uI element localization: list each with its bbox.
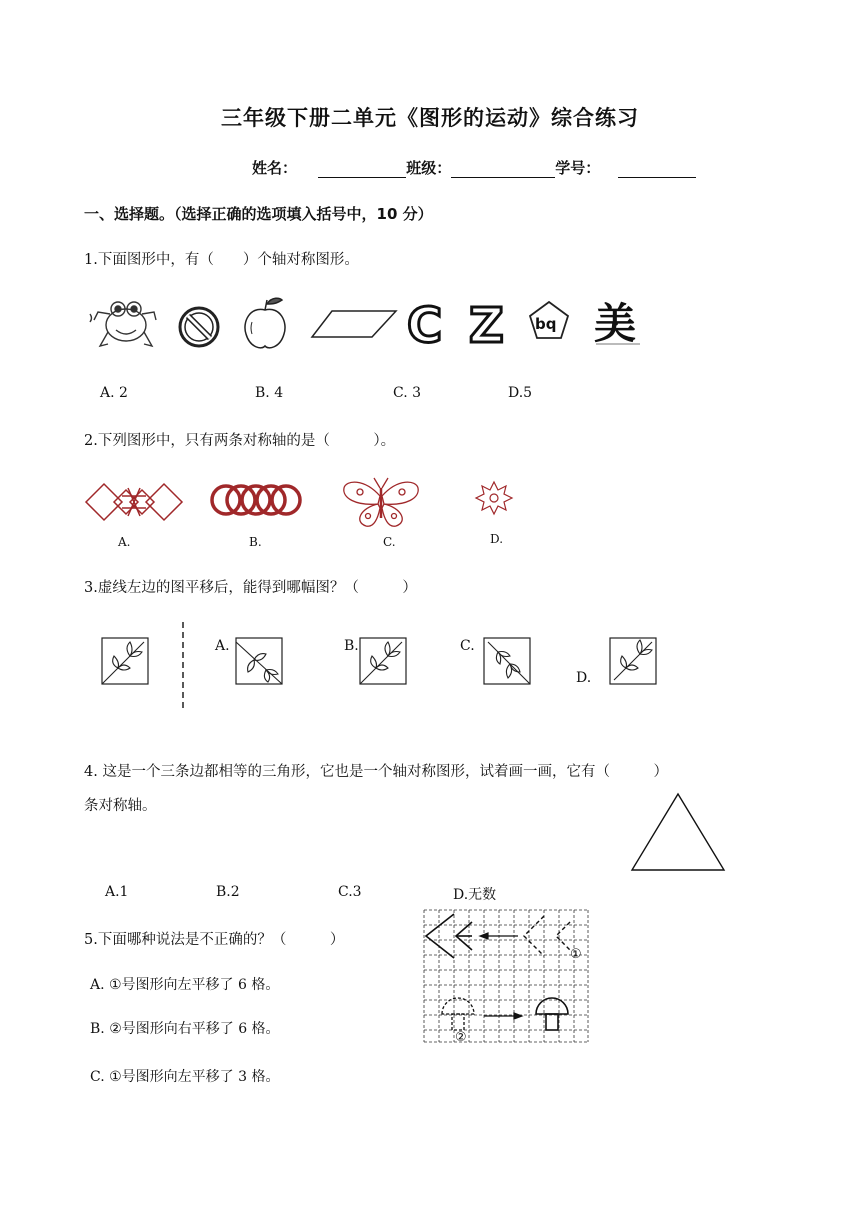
apple-figure: [245, 298, 285, 348]
name-label: 姓名：: [252, 159, 298, 177]
snowflake-figure: [476, 482, 512, 514]
q1-option-c[interactable]: C. 3: [393, 385, 422, 401]
q2-figures: [84, 472, 534, 552]
question-1: 1.下面图形中，有（ ）个轴对称图形。: [84, 252, 359, 268]
q2-label-c: C.: [383, 535, 396, 549]
q2-label-b: B.: [249, 535, 262, 549]
right-arrow: [484, 1013, 522, 1019]
left-arrow: [480, 933, 518, 939]
q3-figure-row: [84, 618, 684, 713]
q4-option-d[interactable]: D.无数: [453, 887, 497, 903]
q2-figure-row: [84, 472, 534, 552]
option-b-box: [360, 638, 406, 684]
pentagon-text: bq: [535, 315, 557, 333]
prohibition-figure: [180, 308, 218, 346]
id-label: 学号：: [555, 159, 601, 177]
q3-label-d: D.: [576, 670, 592, 686]
knot-figure: [86, 484, 182, 520]
question-4-line2: 条对称轴。: [84, 798, 157, 814]
class-blank[interactable]: [451, 161, 555, 178]
letter-c-figure: C: [407, 298, 443, 354]
arrowhead-shape-dashed: [524, 916, 570, 956]
mushroom-shape-solid: [536, 998, 568, 1030]
question-2: 2.下列图形中，只有两条对称轴的是（ ）。: [84, 433, 396, 449]
q3-figures: [84, 618, 684, 713]
q1-figure-row: [84, 292, 664, 357]
frog-figure: [90, 302, 156, 346]
q1-option-b[interactable]: B. 4: [255, 385, 284, 401]
original-leaf-box: [102, 638, 148, 684]
q5-option-c[interactable]: C. ①号图形向左平移了 3 格。: [90, 1069, 280, 1085]
mark-2: ②: [455, 1030, 467, 1045]
parallelogram-figure: [312, 311, 396, 337]
letter-z-figure: Z: [469, 298, 504, 354]
page-title: 三年级下册二单元《图形的运动》综合练习: [221, 106, 639, 130]
section-heading: 一、选择题。（选择正确的选项填入括号中，10 分）: [84, 205, 433, 223]
student-info: [252, 157, 696, 178]
q1-option-d[interactable]: D.5: [508, 385, 533, 401]
question-5: 5.下面哪种说法是不正确的？（ ）: [84, 932, 345, 948]
q3-label-a: A.: [215, 638, 230, 654]
q5-option-a[interactable]: A. ①号图形向左平移了 6 格。: [90, 977, 280, 993]
option-d-box: [610, 638, 656, 684]
q4-option-b[interactable]: B.2: [216, 884, 240, 900]
class-label: 班级：: [406, 159, 452, 177]
q4-option-a[interactable]: A.1: [105, 884, 129, 900]
q3-label-c: C.: [460, 638, 475, 654]
option-c-box: [484, 638, 530, 684]
q5-grid-figure: [422, 908, 592, 1044]
q2-label-a: A.: [118, 535, 131, 549]
option-a-box: [236, 638, 282, 684]
question-3: 3.虚线左边的图平移后，能得到哪幅图？（ ）: [84, 580, 417, 596]
equilateral-triangle: [628, 790, 728, 874]
q5-option-b[interactable]: B. ②号图形向右平移了 6 格。: [90, 1021, 280, 1037]
q3-label-b: B.: [344, 638, 359, 654]
character-mei-figure: 美: [594, 299, 637, 348]
dashed-grid: [424, 910, 588, 1042]
q1-figures: [84, 292, 664, 357]
name-blank[interactable]: [318, 161, 406, 178]
q4-option-c[interactable]: C.3: [338, 884, 362, 900]
mark-1: ①: [570, 947, 582, 962]
butterfly-figure: [344, 478, 418, 526]
q2-label-d: D.: [490, 532, 504, 546]
question-4-line1: 4. 这是一个三条边都相等的三角形，它也是一个轴对称图形，试着画一画，它有（ ）: [84, 764, 668, 780]
id-blank[interactable]: [618, 161, 696, 178]
q1-option-a[interactable]: A. 2: [100, 385, 128, 401]
rings-figure: [212, 486, 300, 514]
arrowhead-shape-solid: [426, 914, 472, 958]
